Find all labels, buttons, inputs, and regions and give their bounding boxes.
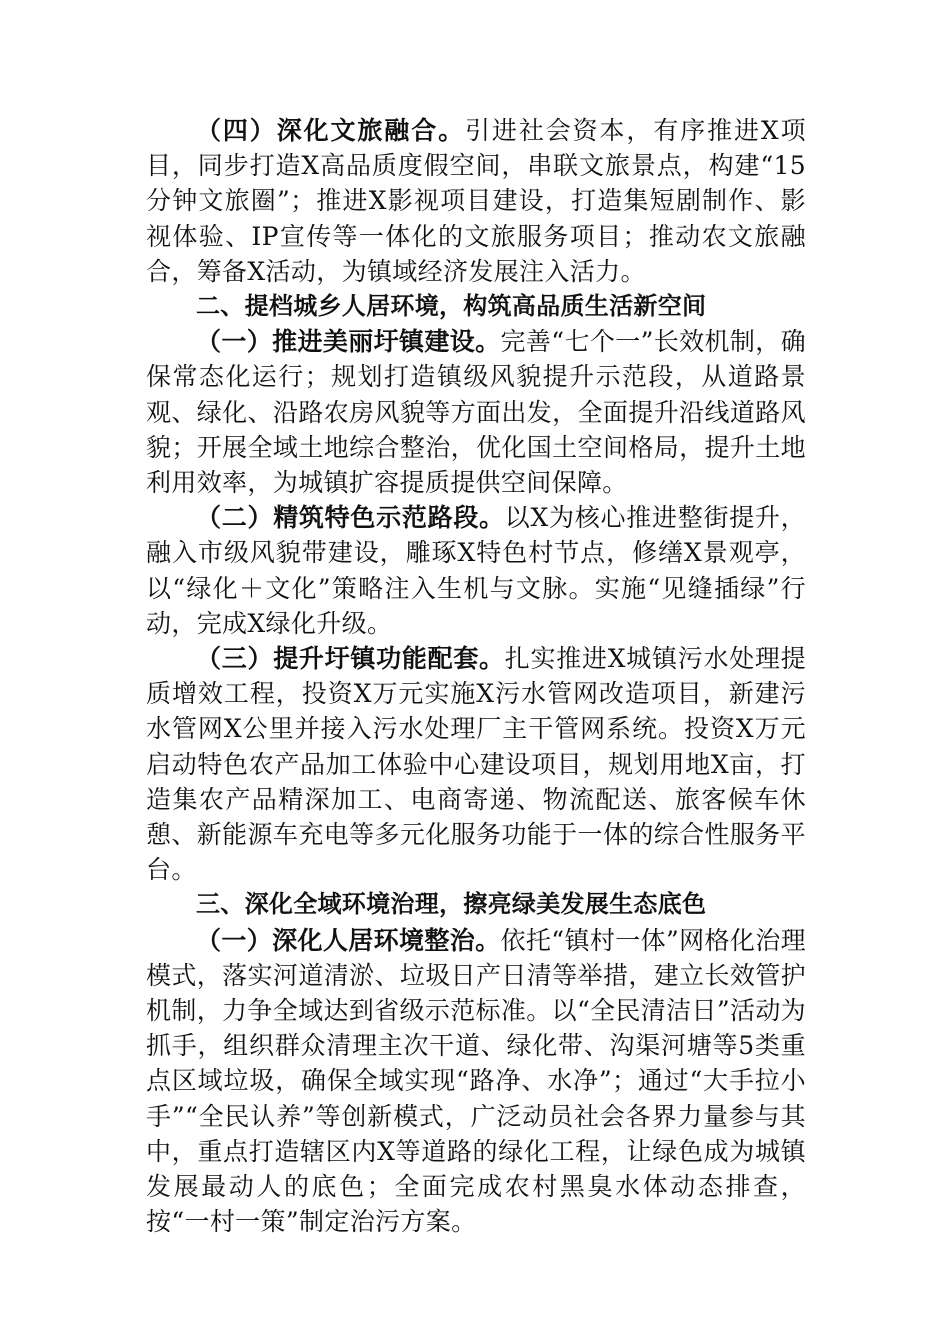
paragraph-living-environment xyxy=(146,923,806,1240)
paragraph-demo-road xyxy=(146,500,806,641)
paragraph-lead: （三）提升圩镇功能配套。 xyxy=(196,644,505,674)
section-heading-2: 二、提档城乡人居环境，构筑高品质生活新空间 xyxy=(196,292,707,321)
paragraph-text: 引进社会资本，有序推进X项目，同步打造X高品质度假空间，串联文旅景点，构建“15分钟文旅圈”；推进X影视项目建设，打造集短剧制作、影视体验、IP宣传等一体化的文旅服务项目；推动农文旅融合，筹备X活动，为镇域经济发展注入活力。 xyxy=(146,116,806,286)
paragraph-text: 依托“镇村一体”网格化治理模式，落实河道清淤、垃圾日产日清等举措，建立长效管护机制，力争全域达到省级示范标准。以“全民清洁日”活动为抓手，组织群众清理主次干道、绿化带、沟渠河塘等5类重点区域垃圾，确保全域实现“路净、水净”；通过“大手拉小手”“全民认养”等创新模式，广泛动员社会各界力量参与其中，重点打造辖区内X等道路的绿化工程，让绿色成为城镇发展最动人的底色；全面完成农村黑臭水体动态排查，按“一村一策”制定治污方案。 xyxy=(146,925,807,1237)
paragraph-cultural-tourism xyxy=(146,113,806,289)
paragraph-text: 完善“七个一”长效机制，确保常态化运行；规划打造镇级风貌提升示范段，从道路景观、绿化、沿路农房风貌等方面出发，全面提升沿线道路风貌；开展全域土地综合整治，优化国土空间格局，提升土地利用效率，为城镇扩容提质提供空间保障。 xyxy=(146,327,806,498)
paragraph-text: 扎实推进X城镇污水处理提质增效工程，投资X万元实施X污水管网改造项目，新建污水管网X公里并接入污水处理厂主干管网系统。投资X万元启动特色农产品加工体验中心建设项目，规划用地X亩，打造集农产品精深加工、电商寄递、物流配送、旅客候车休憩、新能源车充电等多元化服务功能于一体的综合性服务平台。 xyxy=(146,644,807,885)
paragraph-lead: （一）深化人居环境整治。 xyxy=(196,925,501,955)
paragraph-lead: （二）精筑特色示范路段。 xyxy=(196,503,505,533)
paragraph-lead: （四）深化文旅融合。 xyxy=(196,116,466,145)
section-heading-3: 三、深化全域环境治理，擦亮绿美发展生态底色 xyxy=(196,890,707,919)
paragraph-beautiful-town xyxy=(146,324,806,500)
paragraph-town-facilities xyxy=(146,641,806,887)
paragraph-lead: （一）推进美丽圩镇建设。 xyxy=(196,327,501,357)
document-body xyxy=(146,113,806,1240)
paragraph-text: 以X为核心推进整街提升，融入市级风貌带建设，雕琢X特色村节点，修缮X景观亭，以“绿化＋文化”策略注入生机与文脉。实施“见缝插绿”行动，完成X绿化升级。 xyxy=(146,503,807,638)
